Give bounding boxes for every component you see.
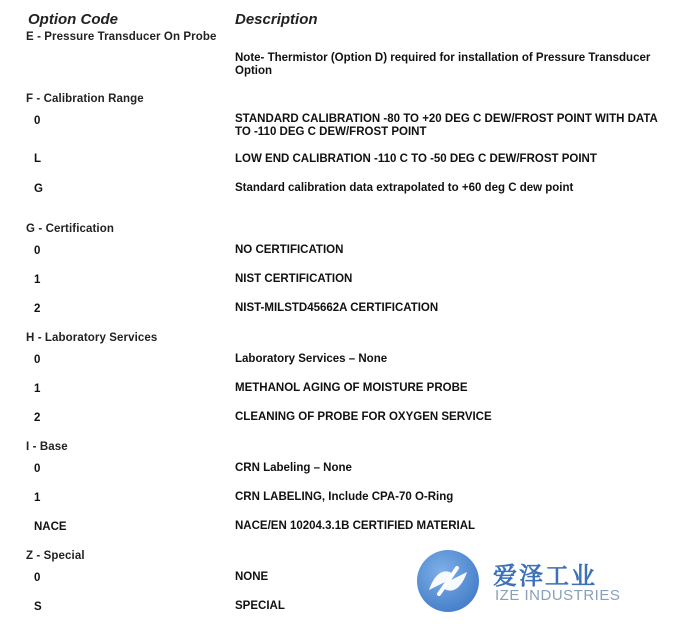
option-desc-f-0: STANDARD CALIBRATION -80 TO +20 DEG C DEW/FROST POINT WITH DATA TO -110 DEG C DEW/FROST POINT — [235, 113, 658, 138]
option-desc-i-0: CRN Labeling – None — [235, 462, 352, 474]
option-desc-g-0: NO CERTIFICATION — [235, 244, 344, 256]
section-title-i: I - Base — [26, 441, 68, 453]
option-code-i-1: 1 — [34, 492, 41, 504]
option-desc-h-1: METHANOL AGING OF MOISTURE PROBE — [235, 382, 468, 394]
option-code-g-1: 1 — [34, 274, 41, 286]
ize-logo-icon — [415, 548, 481, 614]
option-desc-g-1: NIST CERTIFICATION — [235, 273, 353, 285]
section-title-g: G - Certification — [26, 223, 114, 235]
option-code-h-2: 2 — [34, 412, 41, 424]
section-title-e: E - Pressure Transducer On Probe — [26, 31, 217, 43]
option-desc-i-1: CRN LABELING, Include CPA-70 O-Ring — [235, 491, 454, 503]
option-desc-i-nace: NACE/EN 10204.3.1B CERTIFIED MATERIAL — [235, 520, 476, 532]
header-option-code: Option Code — [28, 11, 118, 28]
section-title-f: F - Calibration Range — [26, 93, 144, 105]
option-code-f-g: G — [34, 183, 43, 195]
option-code-h-1: 1 — [34, 383, 41, 395]
option-code-g-0: 0 — [34, 245, 41, 257]
section-title-h: H - Laboratory Services — [26, 332, 158, 344]
ize-logo-en-text: IZE INDUSTRIES — [495, 587, 621, 604]
option-code-z-s: S — [34, 601, 42, 613]
header-description: Description — [235, 11, 318, 28]
option-code-i-0: 0 — [34, 463, 41, 475]
ize-logo-cn-text: 爱泽工业 — [493, 562, 597, 590]
option-desc-f-l: LOW END CALIBRATION -110 C TO -50 DEG C DEW/FROST POINT — [235, 153, 597, 165]
option-desc-z-s: SPECIAL — [235, 600, 285, 612]
option-desc-g-2: NIST-MILSTD45662A CERTIFICATION — [235, 302, 439, 314]
option-desc-h-2: CLEANING OF PROBE FOR OXYGEN SERVICE — [235, 411, 492, 423]
option-code-h-0: 0 — [34, 354, 41, 366]
option-code-f-0: 0 — [34, 115, 41, 127]
option-code-i-nace: NACE — [34, 521, 67, 533]
option-code-z-0: 0 — [34, 572, 41, 584]
option-desc-f-g: Standard calibration data extrapolated to +60 deg C dew point — [235, 182, 574, 194]
option-code-f-l: L — [34, 153, 42, 165]
section-title-z: Z - Special — [26, 550, 85, 562]
option-desc-z-0: NONE — [235, 571, 269, 583]
option-code-g-2: 2 — [34, 303, 41, 315]
option-desc-h-0: Laboratory Services – None — [235, 353, 388, 365]
option-desc-e-note: Note- Thermistor (Option D) required for installation of Pressure Transducer Option — [235, 52, 651, 77]
